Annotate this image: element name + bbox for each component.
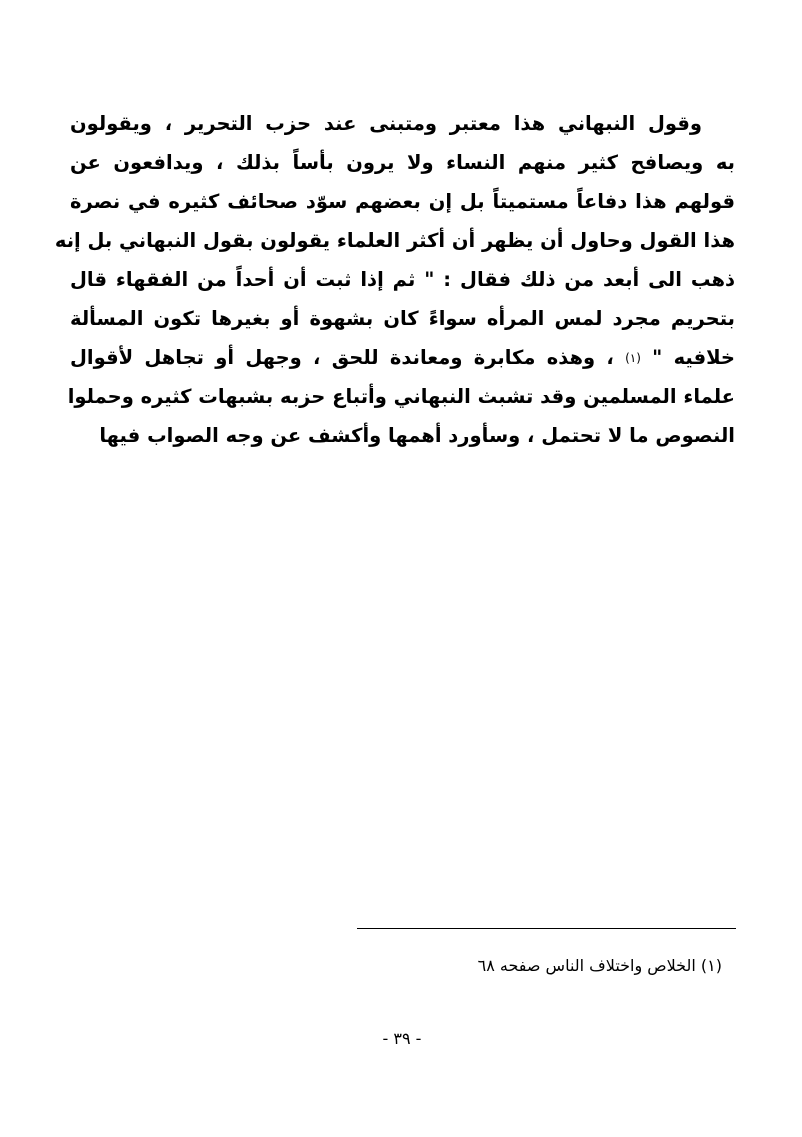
text-line: النصوص ما لا تحتمل ، وسأورد أهمها وأكشف عن وجه الصواب فيها: [99, 424, 735, 447]
text-line: به ويصافح كثير منهم النساء ولا يرون بأساً بذلك ، ويدافعون عن: [70, 151, 735, 174]
text-line: وقول النبهاني هذا معتبر ومتبنى عند حزب التحرير ، ويقولون: [70, 112, 702, 135]
text-line: بتحريم مجرد لمس المرأه سواءً كان بشهوة أو بغيرها تكون المسألة: [70, 307, 735, 330]
text-line: ذهب الى أبعد من ذلك فقال : " ثم إذا ثبت أن أحداً من الفقهاء قال: [70, 268, 735, 291]
footnote: (١) الخلاص واختلاف الناس صفحه ٦٨: [477, 956, 722, 975]
body-text: [54, 104, 735, 455]
footnote-reference: (١): [625, 351, 641, 365]
page-number: - ٣٩ -: [382, 1029, 422, 1048]
text-line: قولهم هذا دفاعاً مستميتاً بل إن بعضهم سوّد صحائف كثيره في نصرة: [70, 190, 735, 213]
text-line: هذا القول وحاول أن يظهر أن أكثر العلماء يقولون بقول النبهاني بل إنه: [54, 229, 735, 252]
text-segment: ، وهذه مكابرة ومعاندة للحق ، وجهل أو تجاهل لأقوال: [70, 346, 614, 369]
footnote-divider: [357, 928, 736, 929]
text-line: علماء المسلمين وقد تشبث النبهاني وأتباع حزبه بشبهات كثيره وحملوا: [67, 385, 735, 408]
text-line: [70, 338, 735, 377]
text-segment: خلافيه ": [652, 346, 735, 369]
